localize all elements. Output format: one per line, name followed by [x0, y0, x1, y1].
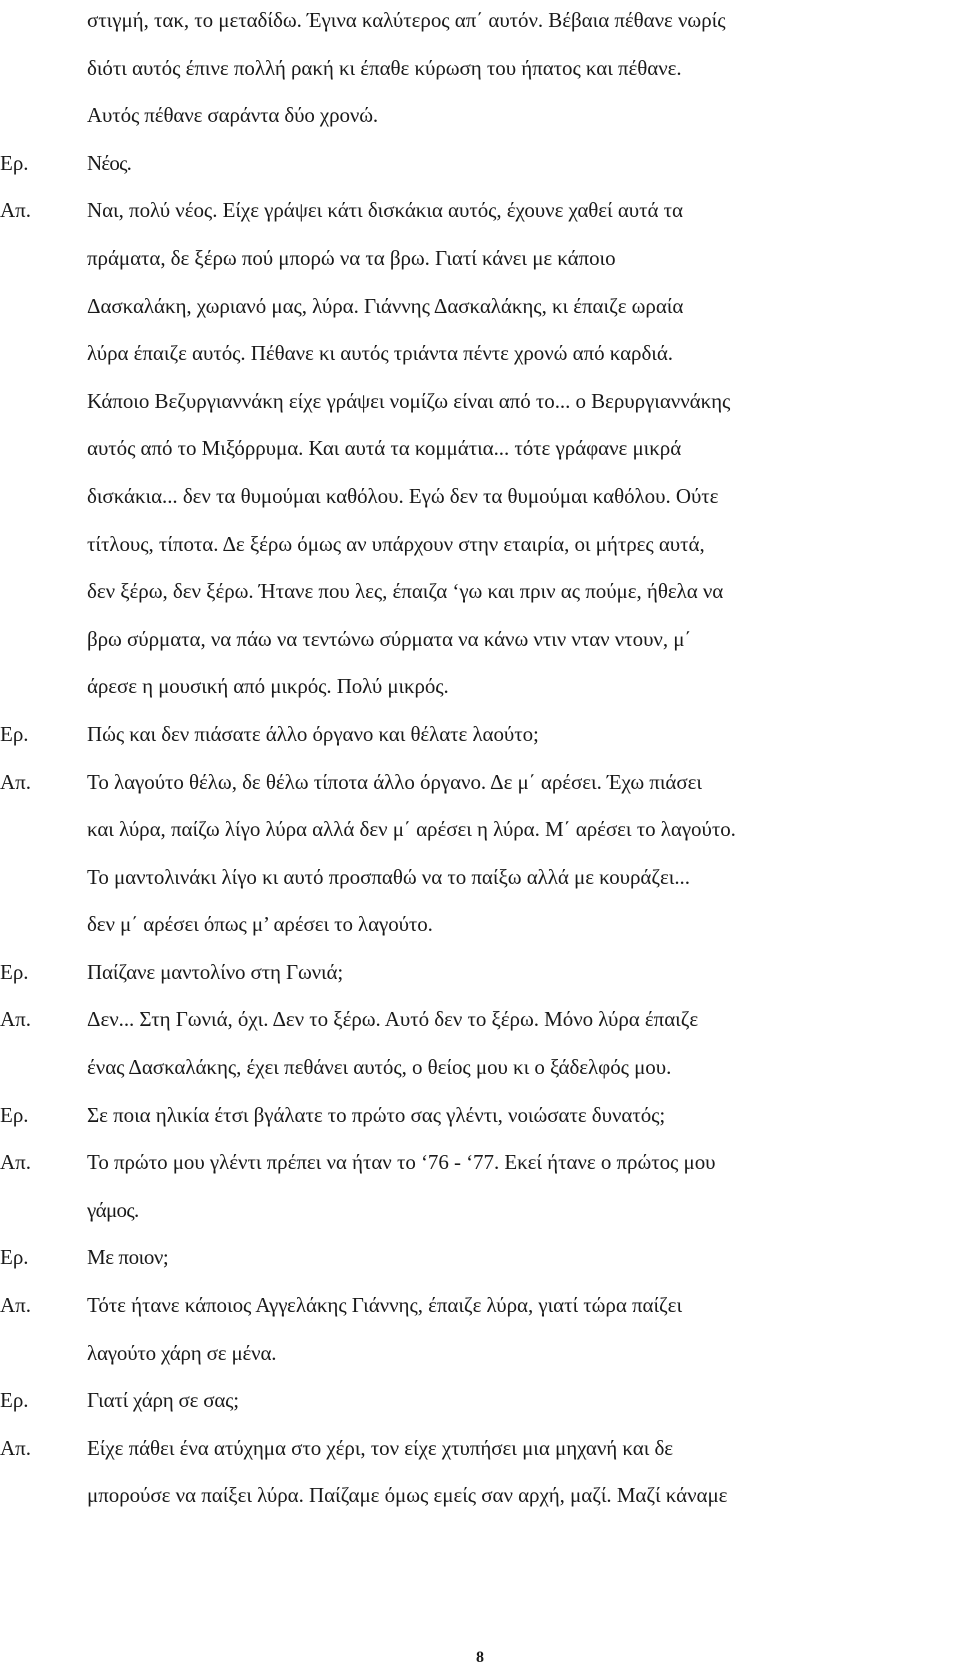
text-line: δισκάκια... δεν τα θυμούμαι καθόλου. Εγώ δεν τα θυμούμαι καθόλου. Ούτε — [87, 483, 719, 508]
transcript-turn — [0, 949, 960, 997]
turn-text — [87, 949, 960, 997]
turn-text — [87, 711, 960, 759]
text-line: Νέος. — [87, 150, 132, 175]
transcript-turn — [0, 1282, 960, 1377]
turn-text — [87, 1234, 960, 1282]
transcript-turn — [0, 996, 960, 1091]
speaker-label: Ερ. — [0, 150, 29, 175]
transcript-turn — [0, 759, 960, 949]
transcript-turn — [0, 187, 960, 711]
speaker-label: Απ. — [0, 1007, 32, 1032]
text-line: δεν ξέρω, δεν ξέρω. Ήτανε που λες, έπαιζα ‘γω και πριν ας πούμε, ήθελα να — [87, 579, 724, 604]
text-line: άρεσε η μουσική από μικρός. Πολύ μικρός. — [87, 674, 449, 699]
speaker-label: Ερ. — [0, 721, 29, 746]
speaker-label: Απ. — [0, 1293, 32, 1318]
text-line: Παίζανε μαντολίνο στη Γωνιά; — [87, 959, 344, 984]
speaker-label: Απ. — [0, 1150, 32, 1175]
text-line: αυτός από το Μιξόρρυμα. Και αυτά τα κομμάτια... τότε γράφανε μικρά — [87, 436, 682, 461]
text-line: Δασκαλάκη, χωριανό μας, λύρα. Γιάννης Δασκαλάκης, κι έπαιζε ωραία — [87, 293, 684, 318]
text-line: λαγούτο χάρη σε μένα. — [87, 1340, 277, 1365]
turn-text — [87, 759, 960, 949]
text-line: Είχε πάθει ένα ατύχημα στο χέρι, τον είχε χτυπήσει μια μηχανή και δε — [87, 1435, 674, 1460]
speaker-label: Ερ. — [0, 1245, 29, 1270]
text-line: Το μαντολινάκι λίγο κι αυτό προσπαθώ να το παίξω αλλά με κουράζει... — [87, 864, 690, 889]
text-line: Δεν... Στη Γωνιά, όχι. Δεν το ξέρω. Αυτό δεν το ξέρω. Μόνο λύρα έπαιζε — [87, 1007, 699, 1032]
text-line: Το λαγούτο θέλω, δε θέλω τίποτα άλλο όργανο. Δε μ΄ αρέσει. Έχω πιάσει — [87, 769, 702, 794]
text-line: Σε ποια ηλικία έτσι βγάλατε το πρώτο σας γλέντι, νοιώσατε δυνατός; — [87, 1102, 666, 1127]
turn-text — [87, 1377, 960, 1425]
text-line: δεν μ΄ αρέσει όπως μ’ αρέσει το λαγούτο. — [87, 912, 433, 937]
speaker-label: Απ. — [0, 198, 32, 223]
text-line: Γιατί χάρη σε σας; — [87, 1388, 239, 1413]
turn-text — [87, 140, 960, 188]
page-number: 8 — [476, 1649, 484, 1666]
text-line: διότι αυτός έπινε πολλή ρακή κι έπαθε κύρωση του ήπατος και πέθανε. — [87, 55, 682, 80]
text-line: τίτλους, τίποτα. Δε ξέρω όμως αν υπάρχουν στην εταιρία, οι μήτρες αυτά, — [87, 531, 705, 556]
text-line: λύρα έπαιζε αυτός. Πέθανε κι αυτός τριάντα πέντε χρονώ από καρδιά. — [87, 341, 674, 366]
speaker-label: Ερ. — [0, 1388, 29, 1413]
transcript-turn — [0, 1425, 960, 1520]
turn-text — [87, 1092, 960, 1140]
text-line: μπορούσε να παίξει λύρα. Παίζαμε όμως εμείς σαν αρχή, μαζί. Μαζί κάναμε — [87, 1483, 728, 1508]
turn-text — [87, 996, 960, 1091]
transcript-turn — [0, 1234, 960, 1282]
turn-text — [87, 1425, 960, 1520]
text-line: ένας Δασκαλάκης, έχει πεθάνει αυτός, ο θείος μου κι ο ξάδελφός μου. — [87, 1055, 672, 1080]
speaker-label: Απ. — [0, 769, 32, 794]
speaker-label: Απ. — [0, 1435, 32, 1460]
transcript-turn — [0, 711, 960, 759]
turn-text — [87, 187, 960, 711]
speaker-label: Ερ. — [0, 1102, 29, 1127]
text-line: Κάποιο Βεζυργιαννάκη είχε γράψει νομίζω είναι από το... ο Βερυργιαννάκης — [87, 388, 731, 413]
transcript-turn — [0, 1377, 960, 1425]
turn-text — [87, 0, 960, 140]
text-line: Το πρώτο μου γλέντι πρέπει να ήταν το ‘76 - ‘77. Εκεί ήτανε ο πρώτος μου — [87, 1150, 716, 1175]
speaker-label: Ερ. — [0, 959, 29, 984]
turn-text — [87, 1282, 960, 1377]
transcript-turn — [0, 140, 960, 188]
text-line: Πώς και δεν πιάσατε άλλο όργανο και θέλατε λαούτο; — [87, 721, 539, 746]
text-line: και λύρα, παίζω λίγο λύρα αλλά δεν μ΄ αρέσει η λύρα. Μ΄ αρέσει το λαγούτο. — [87, 817, 736, 842]
text-line: γάμος. — [87, 1197, 139, 1222]
text-line: Με ποιον; — [87, 1245, 169, 1270]
text-line: βρω σύρματα, να πάω να τεντώνω σύρματα να κάνω ντιν νταν ντουν, μ΄ — [87, 626, 692, 651]
transcript-turn — [0, 1139, 960, 1234]
text-line: Τότε ήτανε κάποιος Αγγελάκης Γιάννης, έπαιζε λύρα, γιατί τώρα παίζει — [87, 1293, 683, 1318]
text-line: Αυτός πέθανε σαράντα δύο χρονώ. — [87, 103, 379, 128]
transcript-turn — [0, 1092, 960, 1140]
turn-text — [87, 1139, 960, 1234]
text-line: πράματα, δε ξέρω πού μπορώ να τα βρω. Γιατί κάνει με κάποιο — [87, 245, 616, 270]
transcript-turn — [0, 0, 960, 140]
text-line: Ναι, πολύ νέος. Είχε γράψει κάτι δισκάκια αυτός, έχουνε χαθεί αυτά τα — [87, 198, 683, 223]
text-line: στιγμή, τακ, το μεταδίδω. Έγινα καλύτερος απ΄ αυτόν. Βέβαια πέθανε νωρίς — [87, 8, 726, 32]
